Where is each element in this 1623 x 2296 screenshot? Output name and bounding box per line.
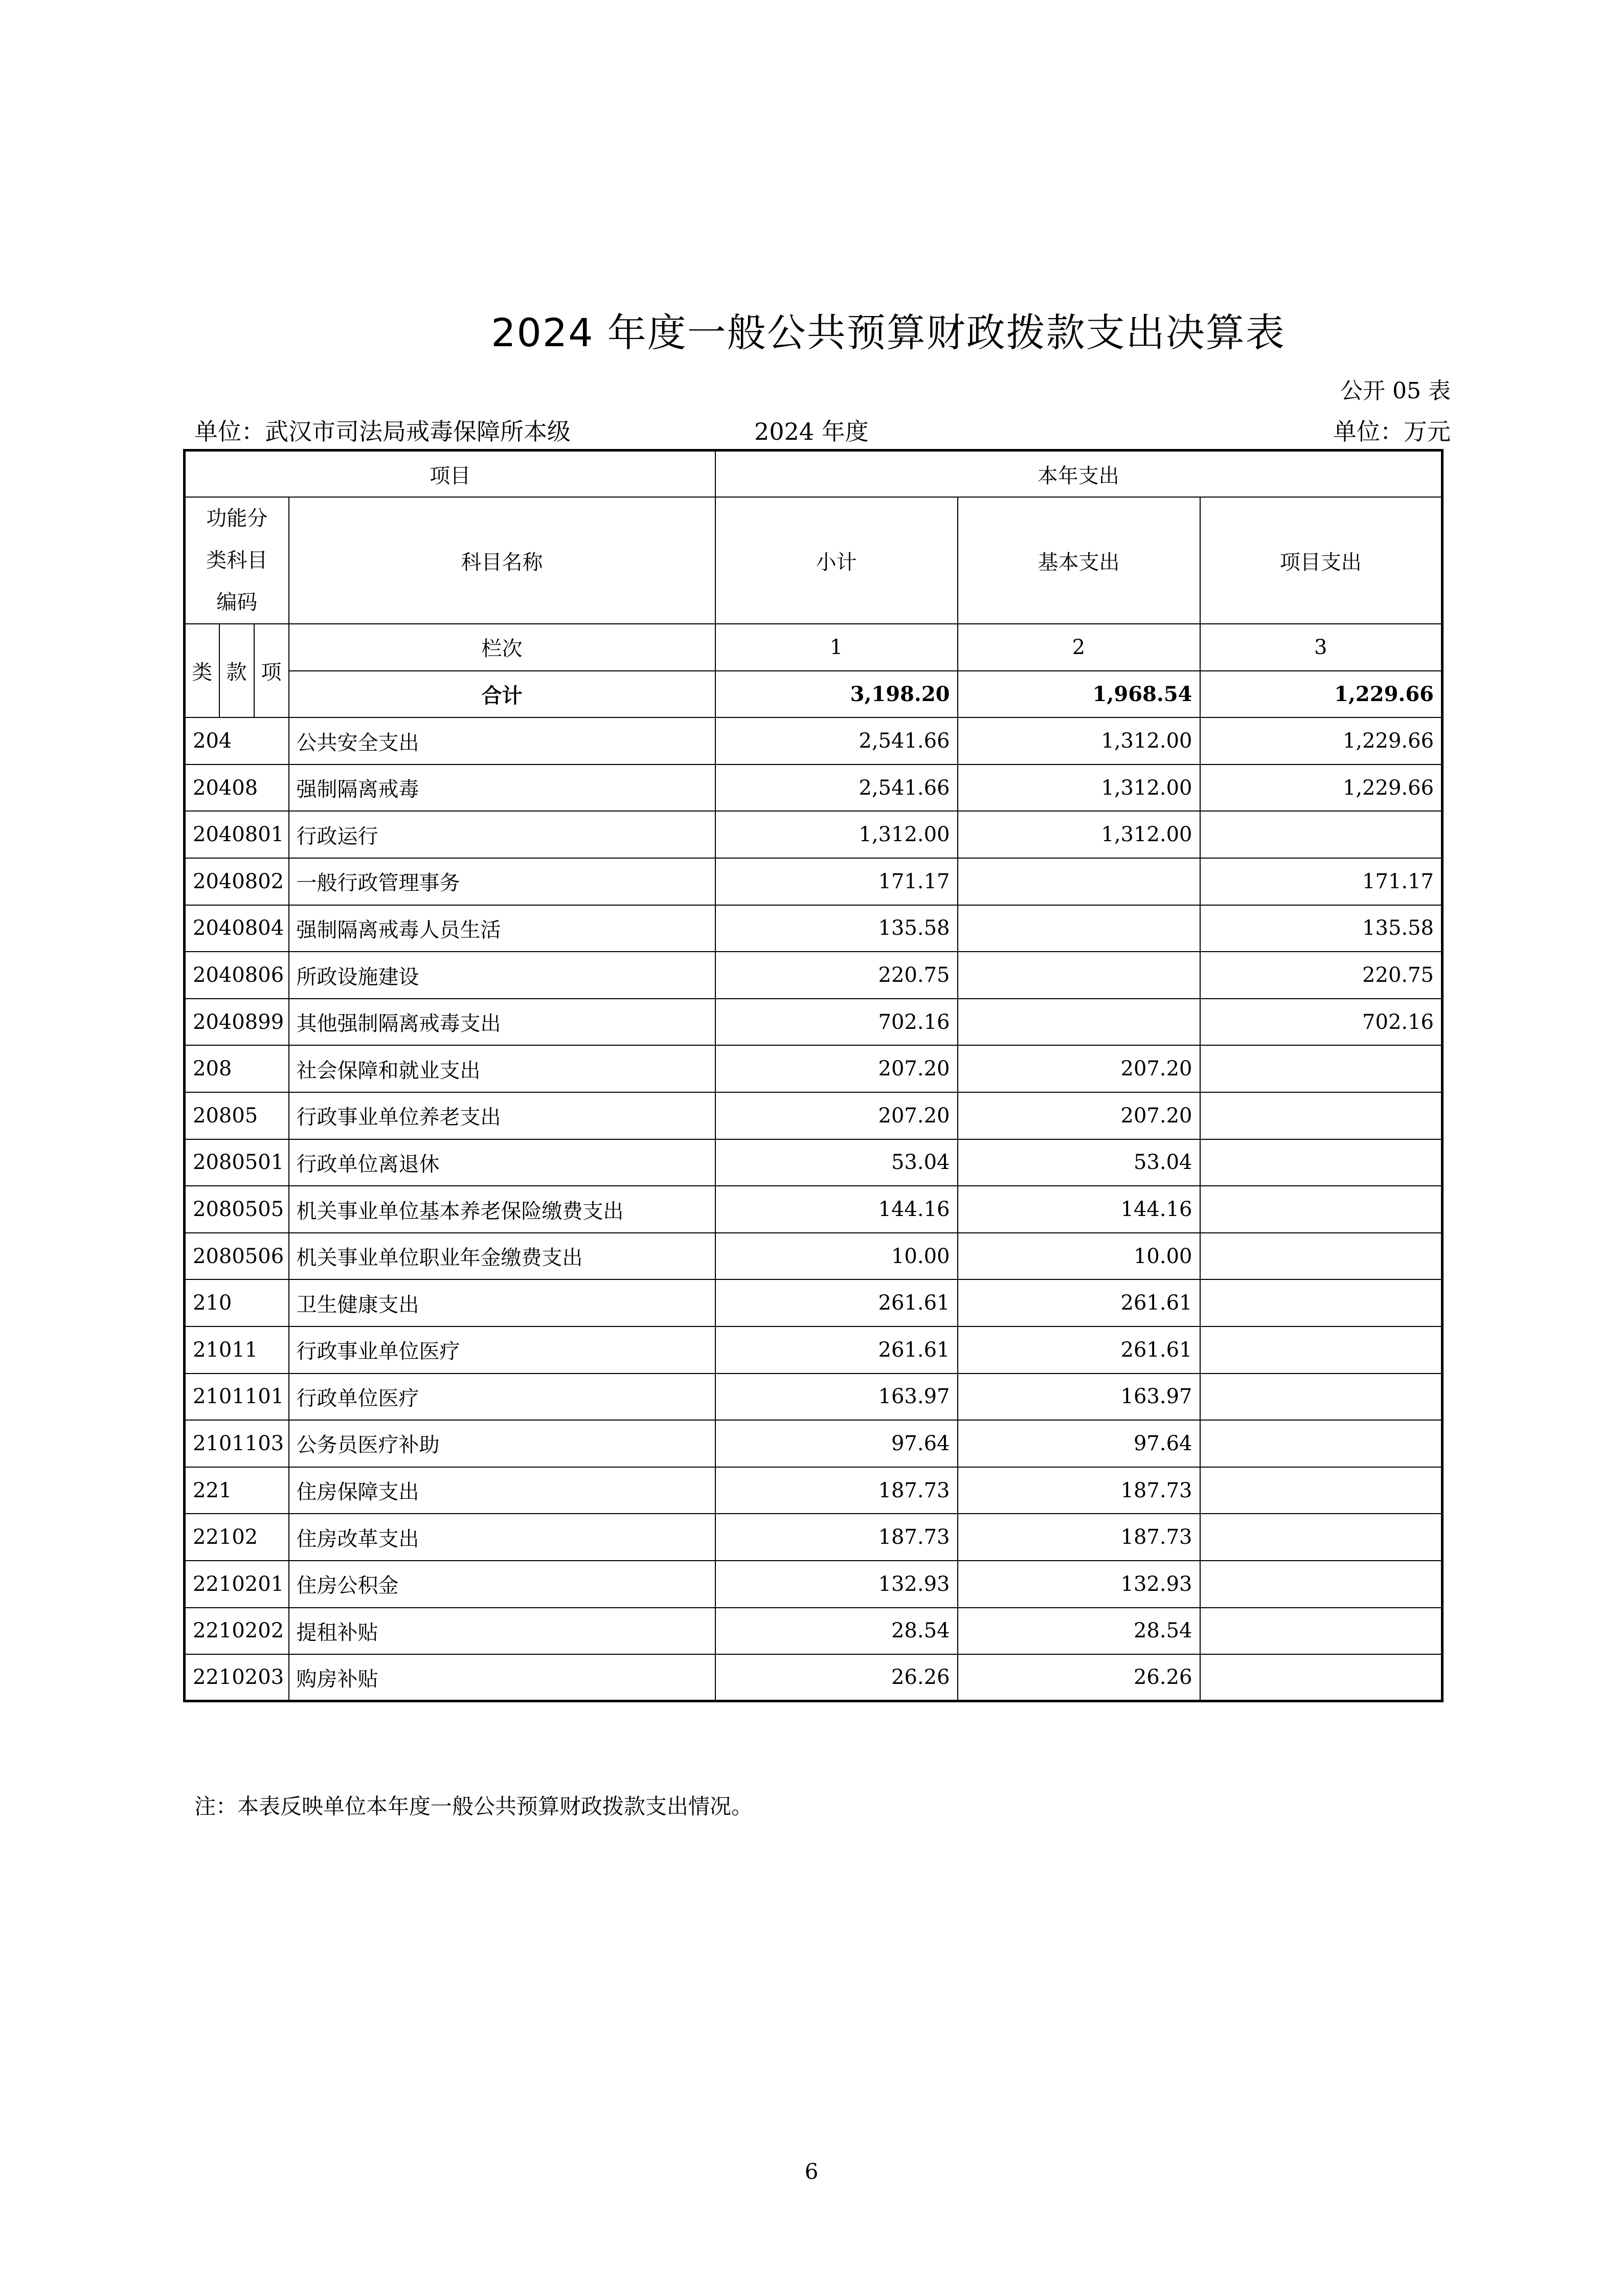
row-subtotal: 10.00 xyxy=(715,1233,958,1280)
row-subtotal: 220.75 xyxy=(715,952,958,999)
row-subtotal: 26.26 xyxy=(715,1654,958,1701)
row-code: 2040899 xyxy=(185,999,289,1046)
row-basic: 28.54 xyxy=(958,1608,1200,1655)
row-name: 机关事业单位职业年金缴费支出 xyxy=(289,1233,715,1280)
row-basic: 207.20 xyxy=(958,1092,1200,1139)
table-row xyxy=(185,1467,1442,1514)
row-name: 所政设施建设 xyxy=(289,952,715,999)
row-subtotal: 53.04 xyxy=(715,1139,958,1186)
unit-row xyxy=(194,413,1451,444)
row-subtotal: 207.20 xyxy=(715,1045,958,1092)
row-name: 购房补贴 xyxy=(289,1654,715,1701)
row-project xyxy=(1200,1374,1442,1421)
row-code: 2210201 xyxy=(185,1561,289,1608)
row-code: 2040804 xyxy=(185,905,289,952)
row-project: 135.58 xyxy=(1200,905,1442,952)
row-name: 强制隔离戒毒人员生活 xyxy=(289,905,715,952)
row-code: 210 xyxy=(185,1279,289,1326)
row-name: 行政事业单位医疗 xyxy=(289,1326,715,1374)
row-basic: 97.64 xyxy=(958,1420,1200,1467)
row-project xyxy=(1200,1279,1442,1326)
row-name: 强制隔离戒毒 xyxy=(289,764,715,812)
row-subtotal: 261.61 xyxy=(715,1326,958,1374)
row-subtotal: 144.16 xyxy=(715,1186,958,1233)
row-name: 行政单位医疗 xyxy=(289,1374,715,1421)
row-project: 171.17 xyxy=(1200,858,1442,905)
row-project xyxy=(1200,1045,1442,1092)
header-func-code: 功能分 类科目 编码 xyxy=(185,497,289,624)
table-row xyxy=(185,811,1442,858)
row-subtotal: 187.73 xyxy=(715,1467,958,1514)
row-project xyxy=(1200,1561,1442,1608)
row-name: 机关事业单位基本养老保险缴费支出 xyxy=(289,1186,715,1233)
table-row xyxy=(185,1186,1442,1233)
total-subtotal: 3,198.20 xyxy=(715,671,958,718)
row-project: 1,229.66 xyxy=(1200,717,1442,764)
row-basic xyxy=(958,858,1200,905)
row-project xyxy=(1200,1186,1442,1233)
header-subtotal: 小计 xyxy=(715,497,958,624)
row-basic: 144.16 xyxy=(958,1186,1200,1233)
row-basic: 261.61 xyxy=(958,1326,1200,1374)
header-project-exp: 项目支出 xyxy=(1200,497,1442,624)
row-basic xyxy=(958,905,1200,952)
row-code: 20805 xyxy=(185,1092,289,1139)
row-project: 702.16 xyxy=(1200,999,1442,1046)
row-basic: 53.04 xyxy=(958,1139,1200,1186)
table-row xyxy=(185,1092,1442,1139)
row-subtotal: 207.20 xyxy=(715,1092,958,1139)
row-subtotal: 28.54 xyxy=(715,1608,958,1655)
row-name: 其他强制隔离戒毒支出 xyxy=(289,999,715,1046)
row-project xyxy=(1200,1608,1442,1655)
table-row xyxy=(185,764,1442,812)
row-name: 一般行政管理事务 xyxy=(289,858,715,905)
row-basic: 10.00 xyxy=(958,1233,1200,1280)
row-basic: 187.73 xyxy=(958,1467,1200,1514)
row-code: 2101101 xyxy=(185,1374,289,1421)
table-row xyxy=(185,1654,1442,1701)
row-subtotal: 702.16 xyxy=(715,999,958,1046)
row-name: 提租补贴 xyxy=(289,1608,715,1655)
table-row xyxy=(185,717,1442,764)
table-row xyxy=(185,905,1442,952)
table-row xyxy=(185,1326,1442,1374)
row-project xyxy=(1200,1326,1442,1374)
row-subtotal: 2,541.66 xyxy=(715,764,958,812)
page-number: 6 xyxy=(804,2159,819,2184)
row-basic xyxy=(958,952,1200,999)
header-project: 项目 xyxy=(185,451,715,498)
row-basic: 261.61 xyxy=(958,1279,1200,1326)
footnote: 注：本表反映单位本年度一般公共预算财政拨款支出情况。 xyxy=(194,1794,753,1819)
table-row xyxy=(185,1608,1442,1655)
row-code: 208 xyxy=(185,1045,289,1092)
row-subtotal: 163.97 xyxy=(715,1374,958,1421)
row-subtotal: 1,312.00 xyxy=(715,811,958,858)
currency-label: 单位：万元 xyxy=(1333,418,1451,445)
unit-label: 单位：武汉市司法局戒毒保障所本级 xyxy=(194,418,571,445)
row-basic: 26.26 xyxy=(958,1654,1200,1701)
table-row xyxy=(185,1420,1442,1467)
header-subject-name: 科目名称 xyxy=(289,497,715,624)
row-name: 住房改革支出 xyxy=(289,1514,715,1561)
row-subtotal: 261.61 xyxy=(715,1279,958,1326)
table-row xyxy=(185,1374,1442,1421)
row-code: 2210203 xyxy=(185,1654,289,1701)
row-basic xyxy=(958,999,1200,1046)
table-row xyxy=(185,1514,1442,1561)
row-code: 2080505 xyxy=(185,1186,289,1233)
row-subtotal: 171.17 xyxy=(715,858,958,905)
row-basic: 187.73 xyxy=(958,1514,1200,1561)
row-name: 社会保障和就业支出 xyxy=(289,1045,715,1092)
row-project xyxy=(1200,1420,1442,1467)
row-code: 2210202 xyxy=(185,1608,289,1655)
row-basic: 132.93 xyxy=(958,1561,1200,1608)
row-subtotal: 132.93 xyxy=(715,1561,958,1608)
row-subtotal: 2,541.66 xyxy=(715,717,958,764)
header-col3: 3 xyxy=(1200,624,1442,671)
row-basic: 207.20 xyxy=(958,1045,1200,1092)
row-subtotal: 97.64 xyxy=(715,1420,958,1467)
row-name: 公务员医疗补助 xyxy=(289,1420,715,1467)
row-basic: 1,312.00 xyxy=(958,764,1200,812)
row-project xyxy=(1200,1139,1442,1186)
header-kuan: 款 xyxy=(219,624,254,717)
total-basic: 1,968.54 xyxy=(958,671,1200,718)
row-name: 住房保障支出 xyxy=(289,1467,715,1514)
row-project xyxy=(1200,1514,1442,1561)
row-code: 221 xyxy=(185,1467,289,1514)
table-row xyxy=(185,1139,1442,1186)
row-code: 2040806 xyxy=(185,952,289,999)
row-code: 2040802 xyxy=(185,858,289,905)
row-name: 住房公积金 xyxy=(289,1561,715,1608)
header-lei: 类 xyxy=(185,624,219,717)
table-row xyxy=(185,1561,1442,1608)
row-name: 行政单位离退休 xyxy=(289,1139,715,1186)
total-label: 合计 xyxy=(289,671,715,718)
header-current-year: 本年支出 xyxy=(715,451,1442,498)
year-label: 2024 年度 xyxy=(754,418,869,445)
row-name: 行政事业单位养老支出 xyxy=(289,1092,715,1139)
budget-table xyxy=(183,449,1444,1702)
header-xiang: 项 xyxy=(254,624,289,717)
row-project: 220.75 xyxy=(1200,952,1442,999)
row-name: 公共安全支出 xyxy=(289,717,715,764)
header-col-seq: 栏次 xyxy=(289,624,715,671)
row-code: 21011 xyxy=(185,1326,289,1374)
table-row xyxy=(185,952,1442,999)
table-row xyxy=(185,1279,1442,1326)
header-col1: 1 xyxy=(715,624,958,671)
row-name: 行政运行 xyxy=(289,811,715,858)
header-col2: 2 xyxy=(958,624,1200,671)
row-code: 204 xyxy=(185,717,289,764)
row-code: 22102 xyxy=(185,1514,289,1561)
row-subtotal: 187.73 xyxy=(715,1514,958,1561)
row-name: 卫生健康支出 xyxy=(289,1279,715,1326)
row-project xyxy=(1200,1654,1442,1701)
table-row xyxy=(185,999,1442,1046)
header-basic: 基本支出 xyxy=(958,497,1200,624)
row-basic: 1,312.00 xyxy=(958,717,1200,764)
row-basic: 163.97 xyxy=(958,1374,1200,1421)
row-project xyxy=(1200,811,1442,858)
row-code: 20408 xyxy=(185,764,289,812)
row-code: 2040801 xyxy=(185,811,289,858)
row-project xyxy=(1200,1233,1442,1280)
total-project: 1,229.66 xyxy=(1200,671,1442,718)
page-title: 2024 年度一般公共预算财政拨款支出决算表 xyxy=(491,310,1286,355)
row-project: 1,229.66 xyxy=(1200,764,1442,812)
row-project xyxy=(1200,1092,1442,1139)
table-row xyxy=(185,1233,1442,1280)
table-row xyxy=(185,858,1442,905)
row-project xyxy=(1200,1467,1442,1514)
form-code: 公开 05 表 xyxy=(1340,378,1451,404)
row-code: 2101103 xyxy=(185,1420,289,1467)
row-subtotal: 135.58 xyxy=(715,905,958,952)
row-code: 2080501 xyxy=(185,1139,289,1186)
table-row xyxy=(185,1045,1442,1092)
row-code: 2080506 xyxy=(185,1233,289,1280)
row-basic: 1,312.00 xyxy=(958,811,1200,858)
